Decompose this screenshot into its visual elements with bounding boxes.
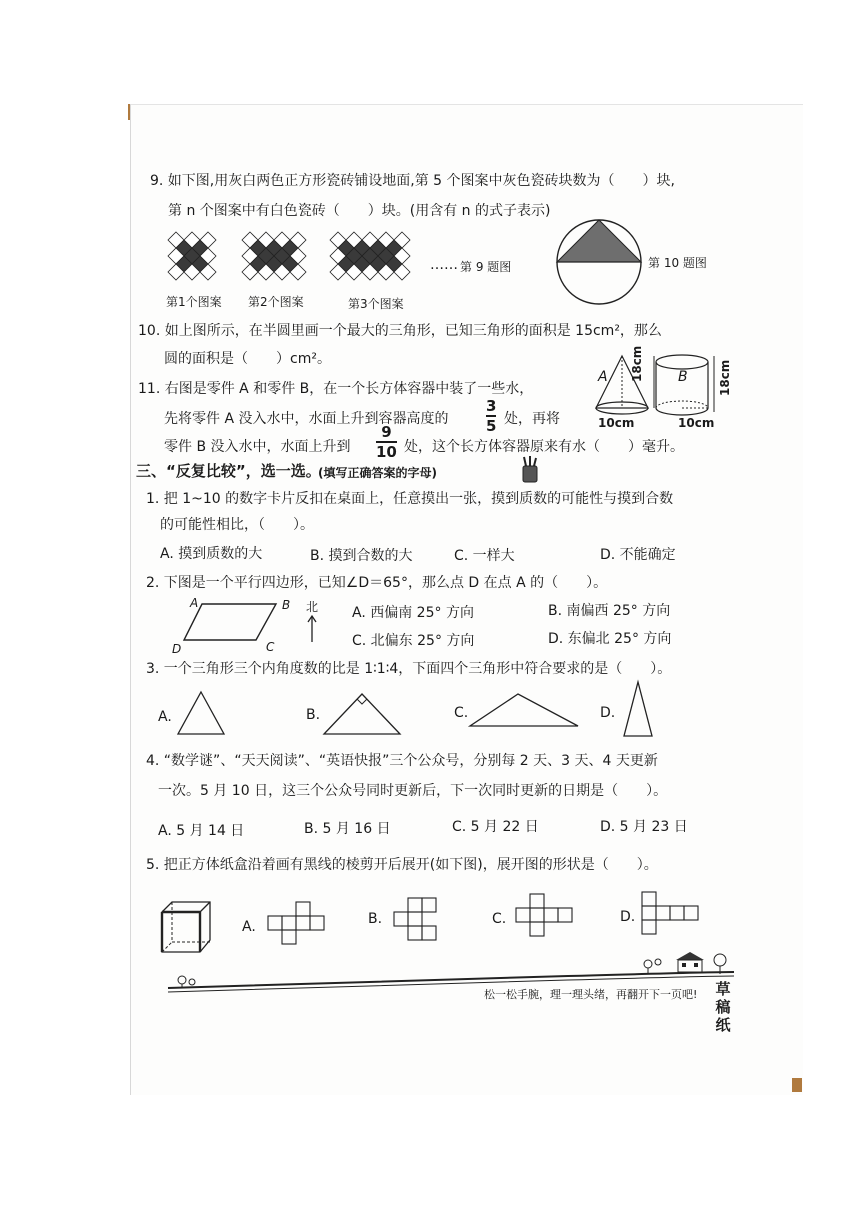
- q10-figure-label: 第 10 题图: [648, 256, 707, 270]
- s5-line1: 5. 把正方体纸盒沿着画有黑线的棱剪开后展开(如下图)，展开图的形状是（ ）。: [146, 857, 658, 873]
- s5-option-b: B.: [368, 911, 383, 927]
- fraction-numerator: 9: [381, 423, 392, 441]
- q9-figure-label: 第 9 题图: [460, 260, 512, 274]
- ellipsis: ……: [430, 257, 458, 273]
- q11-line3a: 零件 B 没入水中，水面上升到: [164, 439, 351, 455]
- s4-option-a: A. 5 月 14 日: [158, 823, 245, 839]
- fraction-3-5: [486, 398, 496, 434]
- pattern-label-1: 第1个图案: [166, 295, 222, 309]
- s1-option-c: C. 一样大: [454, 548, 515, 564]
- cube-net-a: [262, 900, 332, 948]
- s4-option-c: C. 5 月 22 日: [452, 819, 539, 835]
- s5-option-c: C.: [492, 911, 507, 927]
- s1-line1: 1. 把 1~10 的数字卡片反扣在桌面上，任意摸出一张，摸到质数的可能性与摸到合数: [146, 491, 674, 507]
- fraction-9-10: [376, 424, 397, 460]
- s4-line1: 4. “数学谜”、“天天阅读”、“英语快报”三个公众号，分别每 2 天、3 天、4 天更新: [146, 753, 658, 769]
- triangle-equilateral: [176, 690, 226, 736]
- cube-net-c: [510, 892, 582, 942]
- cone-base-label: 10cm: [598, 416, 635, 430]
- s2-option-b: B. 南偏西 25° 方向: [548, 603, 671, 619]
- q11-line2a: 先将零件 A 没入水中，水面上升到容器高度的: [164, 411, 449, 427]
- s4-option-b: B. 5 月 16 日: [304, 821, 391, 837]
- s2-option-d: D. 东偏北 25° 方向: [548, 631, 672, 647]
- draft-char: 草: [715, 980, 731, 998]
- s3-option-b: B.: [306, 707, 321, 723]
- s4-line2: 一次。5 月 10 日，这三个公众号同时更新后，下一次同时更新的日期是（ ）。: [158, 783, 668, 799]
- pencil-cup-icon: [520, 456, 540, 484]
- s2-option-a: A. 西偏南 25° 方向: [352, 605, 474, 621]
- cone-height-label: 18cm: [630, 345, 644, 382]
- s5-option-d: D.: [620, 909, 636, 925]
- tile-pattern-3: [330, 232, 410, 280]
- cone-label: A: [598, 369, 608, 385]
- vertex-a: A: [190, 596, 199, 610]
- s5-option-a: A.: [242, 919, 256, 935]
- s3-line1: 3. 一个三角形三个内角度数的比是 1∶1∶4，下面四个三角形中符合要求的是（ ）。: [146, 661, 672, 677]
- q11-line3b: 处，这个长方体容器原来有水（ ）毫升。: [404, 439, 684, 455]
- s2-line1: 2. 下图是一个平行四边形，已知∠D＝65°，那么点 D 在点 A 的（ ）。: [146, 575, 608, 591]
- fraction-numerator: 3: [486, 397, 497, 415]
- pattern-label-2: 第2个图案: [248, 295, 304, 309]
- s1-option-a: A. 摸到质数的大: [160, 546, 263, 562]
- north-arrow-icon: [306, 614, 318, 644]
- q10-line2: 圆的面积是（ ）cm²。: [164, 351, 331, 367]
- vertex-d: D: [172, 642, 182, 656]
- section3-note: (填写正确答案的字母): [318, 466, 437, 480]
- section3-title: 三、“反复比较”，选一选。: [136, 462, 321, 480]
- q11-line1: 11. 右图是零件 A 和零件 B，在一个长方体容器中装了一些水，: [138, 381, 534, 397]
- s1-option-b: B. 摸到合数的大: [310, 548, 413, 564]
- s1-option-d: D. 不能确定: [600, 547, 676, 563]
- tile-pattern-2: [242, 232, 306, 280]
- cube-figure: [158, 898, 214, 956]
- draft-char: 纸: [715, 1016, 731, 1034]
- q9-line2: 第 n 个图案中有白色瓷砖（ ）块。(用含有 n 的式子表示): [168, 203, 551, 219]
- fraction-denominator: 5: [486, 417, 497, 435]
- tile-pattern-1: [168, 232, 216, 280]
- triangle-obtuse-isosceles: [468, 690, 580, 730]
- draft-label: [714, 980, 732, 1034]
- q11-line2b: 处，再将: [504, 411, 560, 427]
- cylinder-label: B: [678, 369, 688, 385]
- vertex-b: B: [282, 598, 291, 612]
- s4-option-d: D. 5 月 23 日: [600, 819, 688, 835]
- cube-net-b: [388, 896, 452, 944]
- footer-tip: 松一松手腕，理一理头绪，再翻开下一页吧!: [484, 988, 698, 1001]
- s3-option-c: C.: [454, 705, 469, 721]
- s1-line2: 的可能性相比，（ ）。: [160, 517, 314, 533]
- s2-option-c: C. 北偏东 25° 方向: [352, 633, 475, 649]
- triangle-acute-tall: [620, 680, 660, 740]
- fraction-denominator: 10: [376, 443, 397, 461]
- q9-line1: 9. 如下图,用灰白两色正方形瓷砖铺设地面,第 5 个图案中灰色瓷砖块数为（ ）块,: [150, 173, 675, 189]
- q10-line1: 10. 如上图所示，在半圆里画一个最大的三角形，已知三角形的面积是 15cm²，那么: [138, 323, 662, 339]
- q10-circle-figure: [554, 220, 644, 310]
- north-label: 北: [306, 600, 319, 614]
- cube-net-d: [638, 890, 708, 942]
- pattern-label-3: 第3个图案: [348, 297, 404, 311]
- binding-mark: [792, 1078, 802, 1092]
- s3-option-d: D.: [600, 705, 616, 721]
- cylinder-height-label: 18cm: [718, 359, 732, 396]
- draft-char: 稿: [715, 998, 731, 1016]
- triangle-right-isosceles: [322, 690, 402, 736]
- cylinder-base-label: 10cm: [678, 416, 715, 430]
- s3-option-a: A.: [158, 709, 172, 725]
- vertex-c: C: [266, 640, 275, 654]
